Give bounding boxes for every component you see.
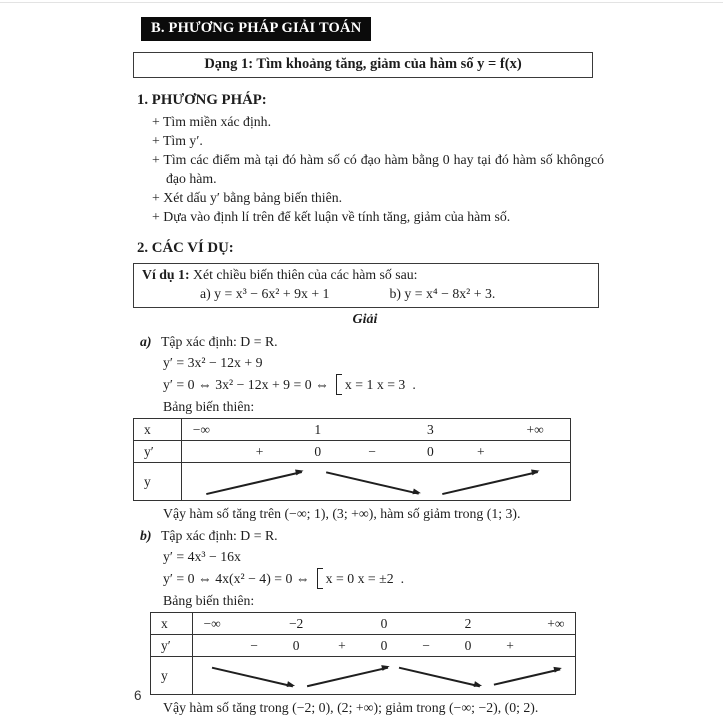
increase-arrow-icon [201, 463, 306, 500]
case-line: x = ±2 [357, 571, 394, 586]
bbt-row [134, 419, 570, 440]
solution-b-equation: y′ = 0 ⇔ 4x(x² − 4) = 0 ⇔ [163, 570, 310, 586]
bbt-row-label: y [134, 463, 182, 500]
bbt-value: +∞ [526, 421, 544, 437]
bbt-value: 0 [380, 615, 388, 631]
solution-a-domain-line [140, 333, 723, 351]
bbt-value: −∞ [203, 615, 221, 631]
bbt-value: + [506, 637, 514, 653]
decrease-arrow-icon [322, 463, 423, 500]
solution-a-domain: Tập xác định: D = R. [161, 334, 278, 349]
bbt-value: 2 [464, 615, 472, 631]
case-line: x = 0 [325, 571, 355, 586]
solution-b-equation-row [163, 568, 723, 589]
bbt-value: 3 [426, 421, 434, 437]
bbt-value: 0 [426, 443, 434, 459]
bbt-value: 0 [292, 637, 300, 653]
case-line: x = 1 [344, 377, 374, 392]
bbt-value: + [255, 443, 264, 459]
example-1-label: Ví dụ 1: [142, 267, 190, 282]
solution-b-conclusion: Vậy hàm số tăng trong (−2; 0), (2; +∞); giảm trong (−∞; −2), (0; 2). [163, 700, 539, 715]
bbt-row [151, 634, 575, 656]
bbt-row-label: y [151, 657, 193, 694]
bbt-row-content [193, 657, 575, 694]
bbt-row-label: y′ [134, 441, 182, 462]
decrease-arrow-icon [395, 657, 483, 694]
bbt-value: − [250, 637, 258, 653]
bbt-value: − [368, 443, 376, 459]
example-1-statement [142, 267, 590, 283]
increase-arrow-icon [304, 657, 392, 694]
method-step: + Tìm miền xác định. [152, 114, 272, 129]
sentence-period: . [400, 570, 405, 586]
bbt-value: 1 [314, 421, 322, 437]
sentence-period: . [412, 376, 416, 392]
variation-table-a [133, 418, 571, 501]
bbt-row-label: x [151, 613, 193, 634]
method-step: + Tìm các điểm mà tại đó hàm số có đạo hàm bằng 0 hay tại đó hàm số khôngcó đạo hàm. [152, 152, 604, 186]
function-a: a) y = x³ − 6x² + 9x + 1 [200, 286, 330, 301]
solution-a-derivative: y′ = 3x² − 12x + 9 [163, 355, 263, 370]
method-heading: 1. PHƯƠNG PHÁP: [137, 92, 267, 108]
solution-a-equation-row [163, 374, 723, 395]
section-title-banner: B. PHƯƠNG PHÁP GIẢI TOÁN [141, 17, 371, 41]
solution-b-domain-line [140, 527, 723, 545]
example-1-box [133, 263, 599, 308]
method-step: + Xét dấu y′ bằng bảng biến thiên. [152, 190, 343, 205]
bbt-row-label: x [134, 419, 182, 440]
bbt-row [151, 613, 575, 634]
solution-b-derivative: y′ = 4x³ − 16x [163, 549, 241, 564]
increase-arrow-icon [438, 463, 543, 500]
solution-a-equation: y′ = 0 ⇔ 3x² − 12x + 9 = 0 ⇔ [163, 376, 329, 392]
bbt-row [151, 656, 575, 694]
bbt-row-content [193, 635, 575, 656]
decrease-arrow-icon [208, 657, 296, 694]
solution-heading: Giải [352, 312, 378, 327]
bbt-value: −2 [288, 615, 304, 631]
bbt-row-content [193, 613, 575, 634]
bbt-row-content [182, 441, 570, 462]
bbt-row-label: y′ [151, 635, 193, 656]
bbt-value: +∞ [547, 615, 565, 631]
bbt-value: + [476, 443, 485, 459]
function-b: b) y = x⁴ − 8x² + 3. [389, 286, 496, 301]
solution-a-conclusion: Vậy hàm số tăng trên (−∞; 1), (3; +∞), hàm số giảm trong (1; 3). [163, 506, 521, 521]
example-1-text: Xét chiều biến thiên của các hàm số sau: [189, 267, 418, 282]
solution-b-domain: Tập xác định: D = R. [161, 528, 278, 543]
bbt-row-content [182, 463, 570, 500]
solution-a-label: a) [140, 334, 152, 349]
examples-heading: 2. CÁC VÍ DỤ: [137, 240, 234, 256]
bbt-value: 0 [314, 443, 322, 459]
method-step: + Dựa vào định lí trên để kết luận về tính tăng, giảm của hàm số. [152, 209, 511, 224]
bbt-row [134, 462, 570, 500]
bbt-value: −∞ [192, 421, 211, 437]
bbt-row [134, 440, 570, 462]
solution-a-bbt-label: Bảng biến thiên: [163, 399, 255, 414]
bbt-value: 0 [380, 637, 388, 653]
page-number: 6 [134, 688, 142, 703]
method-step: + Tìm y′. [152, 133, 203, 148]
solution-b-bbt-label: Bảng biến thiên: [163, 593, 255, 608]
method-steps [152, 112, 604, 226]
example-1-functions [200, 286, 590, 302]
bbt-value: + [338, 637, 346, 653]
dang-title-box: Dạng 1: Tìm khoảng tăng, giảm của hàm số y = f(x) [133, 52, 593, 78]
solution-b-label: b) [140, 528, 152, 543]
solution-b-cases-bracket [317, 568, 398, 589]
variation-table-b [150, 612, 576, 695]
solution-a-cases-bracket [336, 374, 409, 395]
bbt-value: − [422, 637, 430, 653]
bbt-row-content [182, 419, 570, 440]
bbt-value: 0 [464, 637, 472, 653]
case-line: x = 3 [376, 377, 406, 392]
increase-arrow-icon [491, 657, 564, 694]
page-top-rule [0, 2, 723, 3]
